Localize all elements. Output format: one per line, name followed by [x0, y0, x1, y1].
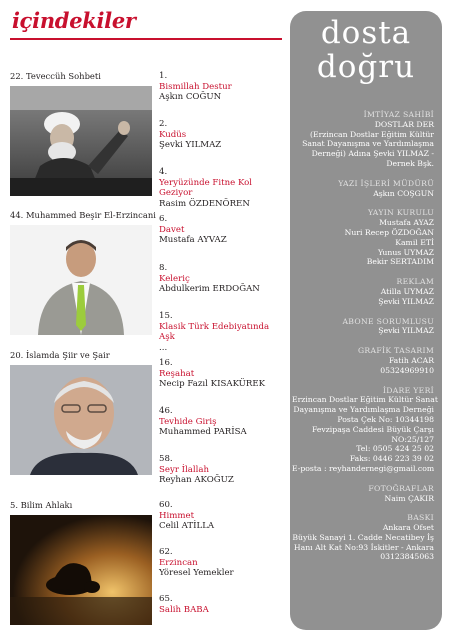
toc-author: Rasim ÖZDENÖREN	[159, 198, 250, 209]
masthead-line: Yunus UYMAZ	[378, 247, 434, 257]
toc-entry[interactable]	[159, 500, 287, 532]
toc-page-number: 62.	[159, 547, 173, 557]
masthead-line: Büyük Sanayi 1. Cadde Necatibey İş	[292, 532, 434, 542]
masthead-line: Dayanışma ve Yardımlaşma Derneği	[293, 405, 434, 415]
masthead-block	[292, 484, 434, 504]
masthead-line: NO:25/127	[391, 434, 434, 444]
toc-author: Yöresel Yemekler	[159, 568, 234, 579]
toc-author: Reyhan AKOĞUZ	[159, 475, 234, 486]
elderly-man-portrait-photo	[10, 365, 152, 475]
masthead-line: E-posta : reyhandernegi@gmail.com	[292, 463, 435, 473]
toc-page-number: 4.	[159, 167, 168, 177]
feature-besir[interactable]	[10, 210, 156, 335]
magazine-logo-line1: dosta	[320, 15, 412, 51]
toc-title: Bismillah Destur	[159, 81, 232, 92]
toc-author: ...	[159, 342, 168, 353]
toc-entry[interactable]	[159, 263, 287, 295]
masthead-credits	[292, 110, 438, 572]
toc-author: Muhammed PARİSA	[159, 427, 247, 438]
toc-page-number: 58.	[159, 454, 173, 464]
toc-title: Salih BABA	[159, 604, 209, 615]
masthead-block	[292, 179, 434, 199]
toc-entry[interactable]	[159, 547, 287, 579]
masthead-line: Mustafa AYAZ	[379, 218, 434, 228]
toc-page-number: 6.	[159, 214, 168, 224]
toc-page-number: 15.	[159, 311, 173, 321]
toc-title: Keleriç	[159, 273, 190, 284]
toc-title: Yeryüzünde Fitne Kol Geziyor	[159, 177, 253, 199]
masthead-label: ABONE SORUMLUSU	[342, 316, 434, 326]
masthead-label: İMTİYAZ SAHİBİ	[363, 110, 434, 119]
toc-title: Davet	[159, 224, 185, 235]
masthead-line: Şevki YILMAZ	[378, 326, 434, 336]
masthead-line: Erzincan Dostlar Eğitim Kültür Sanat	[292, 395, 438, 405]
toc-entry[interactable]	[159, 167, 287, 209]
toc-page-number: 2.	[159, 119, 168, 129]
masthead-line: Aşkın COŞGUN	[373, 188, 434, 198]
masthead-line: DOSTLAR DER	[374, 119, 434, 129]
masthead-block	[292, 208, 434, 267]
masthead-block	[292, 277, 434, 306]
feature-caption: 20. İslamda Şiir ve Şair	[10, 350, 110, 360]
elderly-man-in-turban-photo	[10, 86, 152, 196]
masthead-line: Sanat Dayanışma ve Yardımlaşma	[302, 139, 434, 149]
toc-entry[interactable]	[159, 406, 287, 438]
man-in-suit-portrait-photo	[10, 225, 152, 335]
masthead-line: Tel: 0505 424 25 02	[356, 444, 434, 454]
masthead-line: 05324969910	[380, 365, 434, 375]
toc-entry[interactable]	[159, 71, 287, 103]
masthead-line: Dernek Bşk.	[386, 158, 434, 168]
page-title: içindekiler	[12, 8, 136, 33]
toc-page-number: 46.	[159, 406, 173, 416]
toc-author: Aşkın COĞUN	[159, 92, 222, 103]
masthead-block	[292, 346, 434, 375]
feature-caption: 5. Bilim Ahlakı	[10, 500, 73, 510]
masthead-block	[292, 513, 434, 562]
masthead-label: REKLAM	[396, 277, 434, 287]
masthead-label: GRAFİK TASARIM	[357, 346, 434, 356]
toc-author: Mustafa AYVAZ	[159, 235, 227, 246]
toc-title: Reşahat	[159, 368, 195, 379]
masthead-line: Ankara Ofset	[382, 523, 434, 533]
toc-author: Necip Fazıl KISAKÜREK	[159, 379, 266, 390]
feature-bilim[interactable]	[10, 500, 152, 625]
masthead-line: Hanı Alt Kat No:93 İskitler - Ankara	[293, 542, 434, 552]
masthead-label: FOTOĞRAFLAR	[368, 483, 434, 493]
masthead-line: Derneği) Adına Şevki YILMAZ -	[311, 149, 434, 159]
toc-entry[interactable]	[159, 214, 287, 246]
masthead-label: BASKI	[407, 513, 434, 523]
masthead-block	[292, 110, 434, 169]
title-underline	[10, 38, 282, 40]
toc-entry[interactable]	[159, 454, 287, 486]
toc-page-number: 8.	[159, 263, 168, 273]
masthead-line: (Erzincan Dostlar Eğitim Kültür	[310, 129, 434, 139]
masthead-block	[292, 317, 434, 337]
feature-caption: 22. Teveccüh Sohbeti	[10, 71, 101, 81]
toc-title: Kudüs	[159, 129, 187, 140]
toc-entry[interactable]	[159, 358, 287, 390]
toc-page-number: 1.	[159, 71, 168, 81]
man-praying-silhouette-photo	[10, 515, 152, 625]
masthead-block	[292, 385, 438, 474]
masthead-label: YAZI İŞLERİ MÜDÜRÜ	[338, 178, 434, 188]
masthead-line: Fevzipaşa Caddesi Büyük Çarşı	[311, 424, 434, 434]
toc-title: Seyr İlallah	[159, 464, 210, 475]
toc-title: Himmet	[159, 510, 195, 521]
toc-title: Tevhide Giriş	[159, 416, 217, 427]
masthead-line: Fatih ACAR	[388, 355, 434, 365]
masthead-label: YAYIN KURULU	[368, 208, 434, 218]
toc-page-number: 60.	[159, 500, 173, 510]
toc-author: Celil ATİLLA	[159, 521, 215, 532]
toc-page-number: 16.	[159, 358, 173, 368]
masthead-line: Şevki YILMAZ	[378, 296, 434, 306]
feature-caption: 44. Muhammed Beşir El-Erzincani	[10, 210, 156, 220]
masthead-line: Nuri Recep ÖZDOĞAN	[344, 227, 434, 237]
masthead-label: İDARE YERİ	[382, 385, 434, 395]
toc-title: Erzincan	[159, 557, 198, 568]
feature-siir[interactable]	[10, 350, 152, 475]
toc-author: Abdulkerim ERDOĞAN	[159, 284, 260, 295]
masthead-line: Kamil ETİ	[395, 237, 434, 247]
toc-title: Klasik Türk Edebiyatında Aşk	[159, 321, 270, 343]
toc-author: Şevki YILMAZ	[159, 140, 222, 151]
magazine-logo-line2: doğru	[316, 49, 416, 85]
masthead-line: Faks: 0446 223 39 02	[349, 454, 434, 464]
masthead-line: 03123845063	[380, 552, 434, 562]
toc-entry[interactable]	[159, 594, 287, 615]
masthead-line: Atilla UYMAZ	[380, 286, 434, 296]
toc-entry[interactable]	[159, 311, 287, 353]
toc-page-number: 65.	[159, 594, 173, 604]
toc-entry[interactable]	[159, 119, 287, 151]
masthead-line: Bekir SERTADIM	[366, 257, 434, 267]
masthead-line: Naim ÇAKIR	[384, 493, 434, 503]
feature-teveccuh[interactable]	[10, 71, 152, 196]
masthead-panel	[290, 11, 442, 630]
masthead-line: Posta Çek No: 10344198	[337, 414, 434, 424]
